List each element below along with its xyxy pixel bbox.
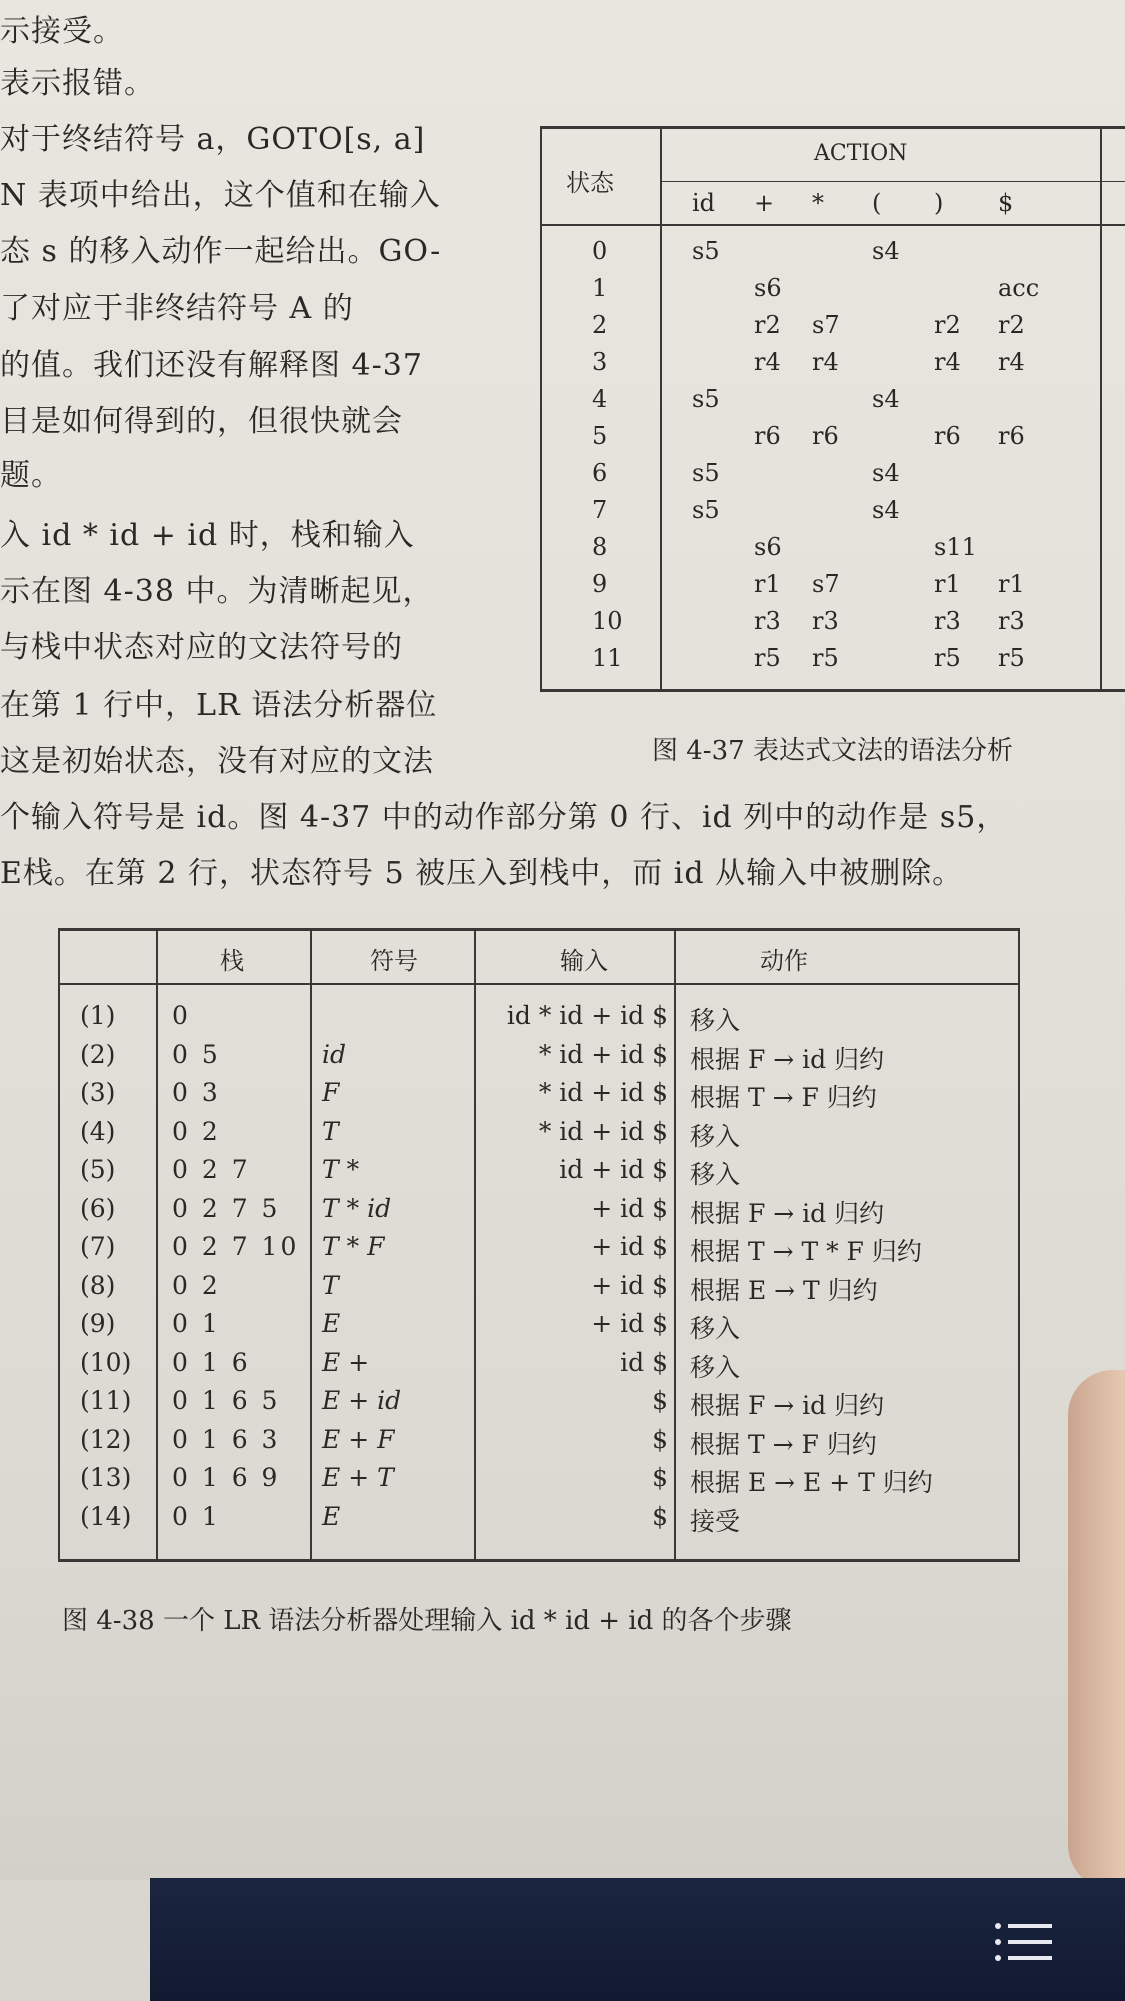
action-cell: s5 (692, 237, 720, 265)
action-column-header: ) (934, 189, 944, 217)
state-header: 状态 (566, 169, 614, 197)
step-input: $ (652, 1386, 668, 1415)
step-symbols: E + id (322, 1386, 402, 1415)
step-input: id $ (620, 1347, 668, 1377)
step-stack: 0 2 (172, 1116, 221, 1146)
bottom-toolbar (150, 1878, 1125, 2001)
step-input: * id + id $ (538, 1116, 668, 1146)
action-cell: r4 (934, 348, 961, 376)
state-number: 11 (592, 644, 623, 672)
step-input: id + id $ (559, 1155, 668, 1184)
step-symbols: T (322, 1270, 339, 1300)
action-column-header: ( (872, 189, 882, 217)
step-stack: 0 1 (172, 1309, 221, 1338)
step-action: 根据 E → T 归约 (690, 1275, 878, 1305)
step-stack: 0 3 (172, 1078, 221, 1107)
text-line: E栈。在第 2 行，状态符号 5 被压入到栈中，而 id 从输入中被删除。 (0, 856, 964, 891)
text-line: 这是初始状态，没有对应的文法 (0, 744, 434, 779)
action-cell: s6 (754, 533, 782, 561)
step-symbols: T (322, 1116, 339, 1146)
header-action: 动作 (760, 947, 808, 975)
table-row (60, 1425, 1018, 1458)
action-cell: r5 (998, 644, 1025, 672)
action-cell: s4 (872, 385, 900, 413)
action-cell: r5 (934, 644, 961, 672)
action-cell: r1 (934, 570, 961, 598)
action-column-header: * (812, 189, 824, 217)
figure-caption-4-38: 图 4-38 一个 LR 语法分析器处理输入 id * id + id 的各个步骤 (62, 1606, 792, 1636)
table-row (60, 1309, 1018, 1342)
step-stack: 0 1 6 3 (172, 1424, 281, 1454)
step-symbols: F (322, 1078, 340, 1107)
step-symbols: E + F (322, 1424, 395, 1454)
step-action: 根据 T → F 归约 (690, 1083, 877, 1112)
action-column-header: $ (998, 189, 1014, 217)
step-no: (5) (80, 1155, 116, 1184)
step-symbols: E (322, 1309, 341, 1338)
figure-caption-4-37: 图 4-37 表达式文法的语法分析 (652, 736, 1013, 766)
step-action: 根据 T → T * F 归约 (690, 1237, 922, 1266)
action-column-header: id (692, 189, 716, 217)
table-row (60, 1155, 1018, 1188)
table-row (60, 1078, 1018, 1111)
action-cell: r3 (934, 607, 961, 635)
step-no: (9) (80, 1309, 116, 1338)
action-cell: acc (998, 274, 1040, 302)
step-no: (3) (80, 1078, 116, 1107)
step-stack: 0 2 7 5 (172, 1193, 281, 1223)
step-input: + id $ (591, 1309, 668, 1338)
step-no: (13) (80, 1463, 132, 1492)
action-cell: s4 (872, 237, 900, 265)
action-header: ACTION (814, 141, 908, 166)
action-cell: s5 (692, 459, 720, 487)
step-no: (11) (80, 1386, 132, 1415)
step-input: id * id + id $ (506, 1001, 668, 1030)
table-row (60, 1386, 1018, 1419)
finger-shadow (1068, 1370, 1125, 1890)
step-action: 根据 F → id 归约 (690, 1391, 885, 1420)
step-action: 根据 F → id 归约 (690, 1044, 885, 1074)
action-cell: r1 (998, 570, 1025, 598)
table-row (60, 1463, 1018, 1496)
table-row (60, 1502, 1018, 1535)
text-line: N 表项中给出，这个值和在输入 (0, 178, 441, 213)
step-input: $ (652, 1463, 668, 1492)
state-number: 7 (592, 496, 608, 524)
step-no: (2) (80, 1039, 116, 1069)
step-no: (8) (80, 1270, 116, 1300)
step-stack: 0 2 7 10 (172, 1232, 300, 1261)
step-stack: 0 1 6 5 (172, 1386, 281, 1415)
action-cell: r2 (998, 311, 1025, 339)
step-action: 根据 F → id 归约 (690, 1198, 885, 1228)
text-line: 示在图 4-38 中。为清晰起见， (0, 574, 434, 609)
step-action: 移入 (690, 1352, 741, 1382)
action-table (540, 126, 1125, 692)
step-stack: 0 2 7 (172, 1155, 251, 1184)
step-symbols: E + (322, 1347, 370, 1377)
text-line: 在第 1 行中，LR 语法分析器位 (0, 688, 438, 723)
step-no: (7) (80, 1232, 116, 1261)
step-input: * id + id $ (538, 1039, 668, 1069)
action-cell: s7 (812, 570, 840, 598)
table-row (60, 1117, 1018, 1150)
step-input: + id $ (591, 1232, 668, 1261)
step-action: 接受 (690, 1506, 741, 1536)
table-row (60, 1271, 1018, 1304)
header-stack: 栈 (220, 947, 244, 975)
text-line: 态 s 的移入动作一起给出。GO- (0, 234, 442, 269)
list-menu-icon[interactable] (990, 1912, 1060, 1972)
step-input: + id $ (591, 1193, 668, 1223)
table-row (60, 1001, 1018, 1034)
text-line: 了对应于非终结符号 A 的 (0, 291, 354, 326)
step-stack: 0 1 6 9 (172, 1463, 281, 1492)
state-number: 6 (592, 459, 608, 487)
text-line: 题。 (0, 458, 62, 493)
parse-steps-table (58, 928, 1020, 1562)
step-stack: 0 (172, 1001, 191, 1030)
text-line: 目是如何得到的，但很快就会 (0, 404, 403, 439)
text-line: 与栈中状态对应的文法符号的 (0, 630, 403, 665)
step-stack: 0 5 (172, 1039, 221, 1069)
action-cell: r5 (754, 644, 781, 672)
step-no: (4) (80, 1116, 116, 1146)
action-cell: s5 (692, 496, 720, 524)
action-cell: r3 (754, 607, 781, 635)
state-number: 1 (592, 274, 608, 302)
action-cell: s11 (934, 533, 977, 561)
action-cell: s4 (872, 496, 900, 524)
text-line: 的值。我们还没有解释图 4-37 (0, 348, 423, 383)
step-action: 移入 (690, 1121, 741, 1151)
action-cell: r5 (812, 644, 839, 672)
step-input: + id $ (591, 1270, 668, 1300)
action-cell: r6 (754, 422, 781, 450)
text-line: 示接受。 (0, 14, 124, 49)
action-cell: s6 (754, 274, 782, 302)
step-input: * id + id $ (538, 1078, 668, 1107)
state-number: 5 (592, 422, 608, 450)
table-row (60, 1232, 1018, 1265)
action-cell: r4 (812, 348, 839, 376)
state-number: 8 (592, 533, 608, 561)
action-column-header: + (754, 189, 775, 217)
action-cell: r4 (998, 348, 1025, 376)
state-number: 4 (592, 385, 608, 413)
step-no: (1) (80, 1001, 116, 1030)
step-action: 移入 (690, 1160, 741, 1189)
action-cell: s5 (692, 385, 720, 413)
step-action: 移入 (690, 1314, 741, 1343)
step-no: (10) (80, 1347, 132, 1377)
step-symbols: T * (322, 1155, 360, 1184)
header-input: 输入 (560, 947, 608, 975)
step-no: (6) (80, 1193, 116, 1223)
action-cell: r4 (754, 348, 781, 376)
table-row (60, 1040, 1018, 1073)
action-cell: r2 (754, 311, 781, 339)
text-line: 个输入符号是 id。图 4-37 中的动作部分第 0 行、id 列中的动作是 s5， (0, 800, 1008, 835)
step-action: 根据 T → F 归约 (690, 1429, 877, 1459)
action-cell: r6 (812, 422, 839, 450)
state-number: 2 (592, 311, 608, 339)
state-number: 3 (592, 348, 608, 376)
step-input: $ (652, 1424, 668, 1454)
text-line: 表示报错。 (0, 66, 155, 101)
step-symbols: E (322, 1501, 341, 1531)
header-symbols: 符号 (370, 947, 418, 975)
table-row (60, 1194, 1018, 1227)
step-stack: 0 1 (172, 1501, 221, 1531)
action-cell: r2 (934, 311, 961, 339)
step-symbols: id (322, 1039, 346, 1069)
step-no: (14) (80, 1501, 132, 1531)
action-cell: r1 (754, 570, 781, 598)
state-number: 9 (592, 570, 608, 598)
text-line: 入 id * id + id 时，栈和输入 (0, 518, 415, 553)
action-cell: s4 (872, 459, 900, 487)
action-cell: r6 (998, 422, 1025, 450)
table-row (60, 1348, 1018, 1381)
step-action: 根据 E → E + T 归约 (690, 1468, 933, 1497)
step-symbols: T * F (322, 1232, 385, 1261)
action-cell: r3 (812, 607, 839, 635)
step-stack: 0 1 6 (172, 1347, 251, 1377)
state-number: 0 (592, 237, 608, 265)
step-symbols: E + T (322, 1463, 394, 1492)
step-input: $ (652, 1501, 668, 1531)
step-no: (12) (80, 1424, 132, 1454)
action-cell: r6 (934, 422, 961, 450)
action-cell: r3 (998, 607, 1025, 635)
action-cell: s7 (812, 311, 840, 339)
state-number: 10 (592, 607, 623, 635)
step-symbols: T * id (322, 1193, 392, 1223)
step-action: 移入 (690, 1006, 741, 1035)
step-stack: 0 2 (172, 1270, 221, 1300)
text-line: 对于终结符号 a，GOTO[s, a] (0, 122, 426, 157)
